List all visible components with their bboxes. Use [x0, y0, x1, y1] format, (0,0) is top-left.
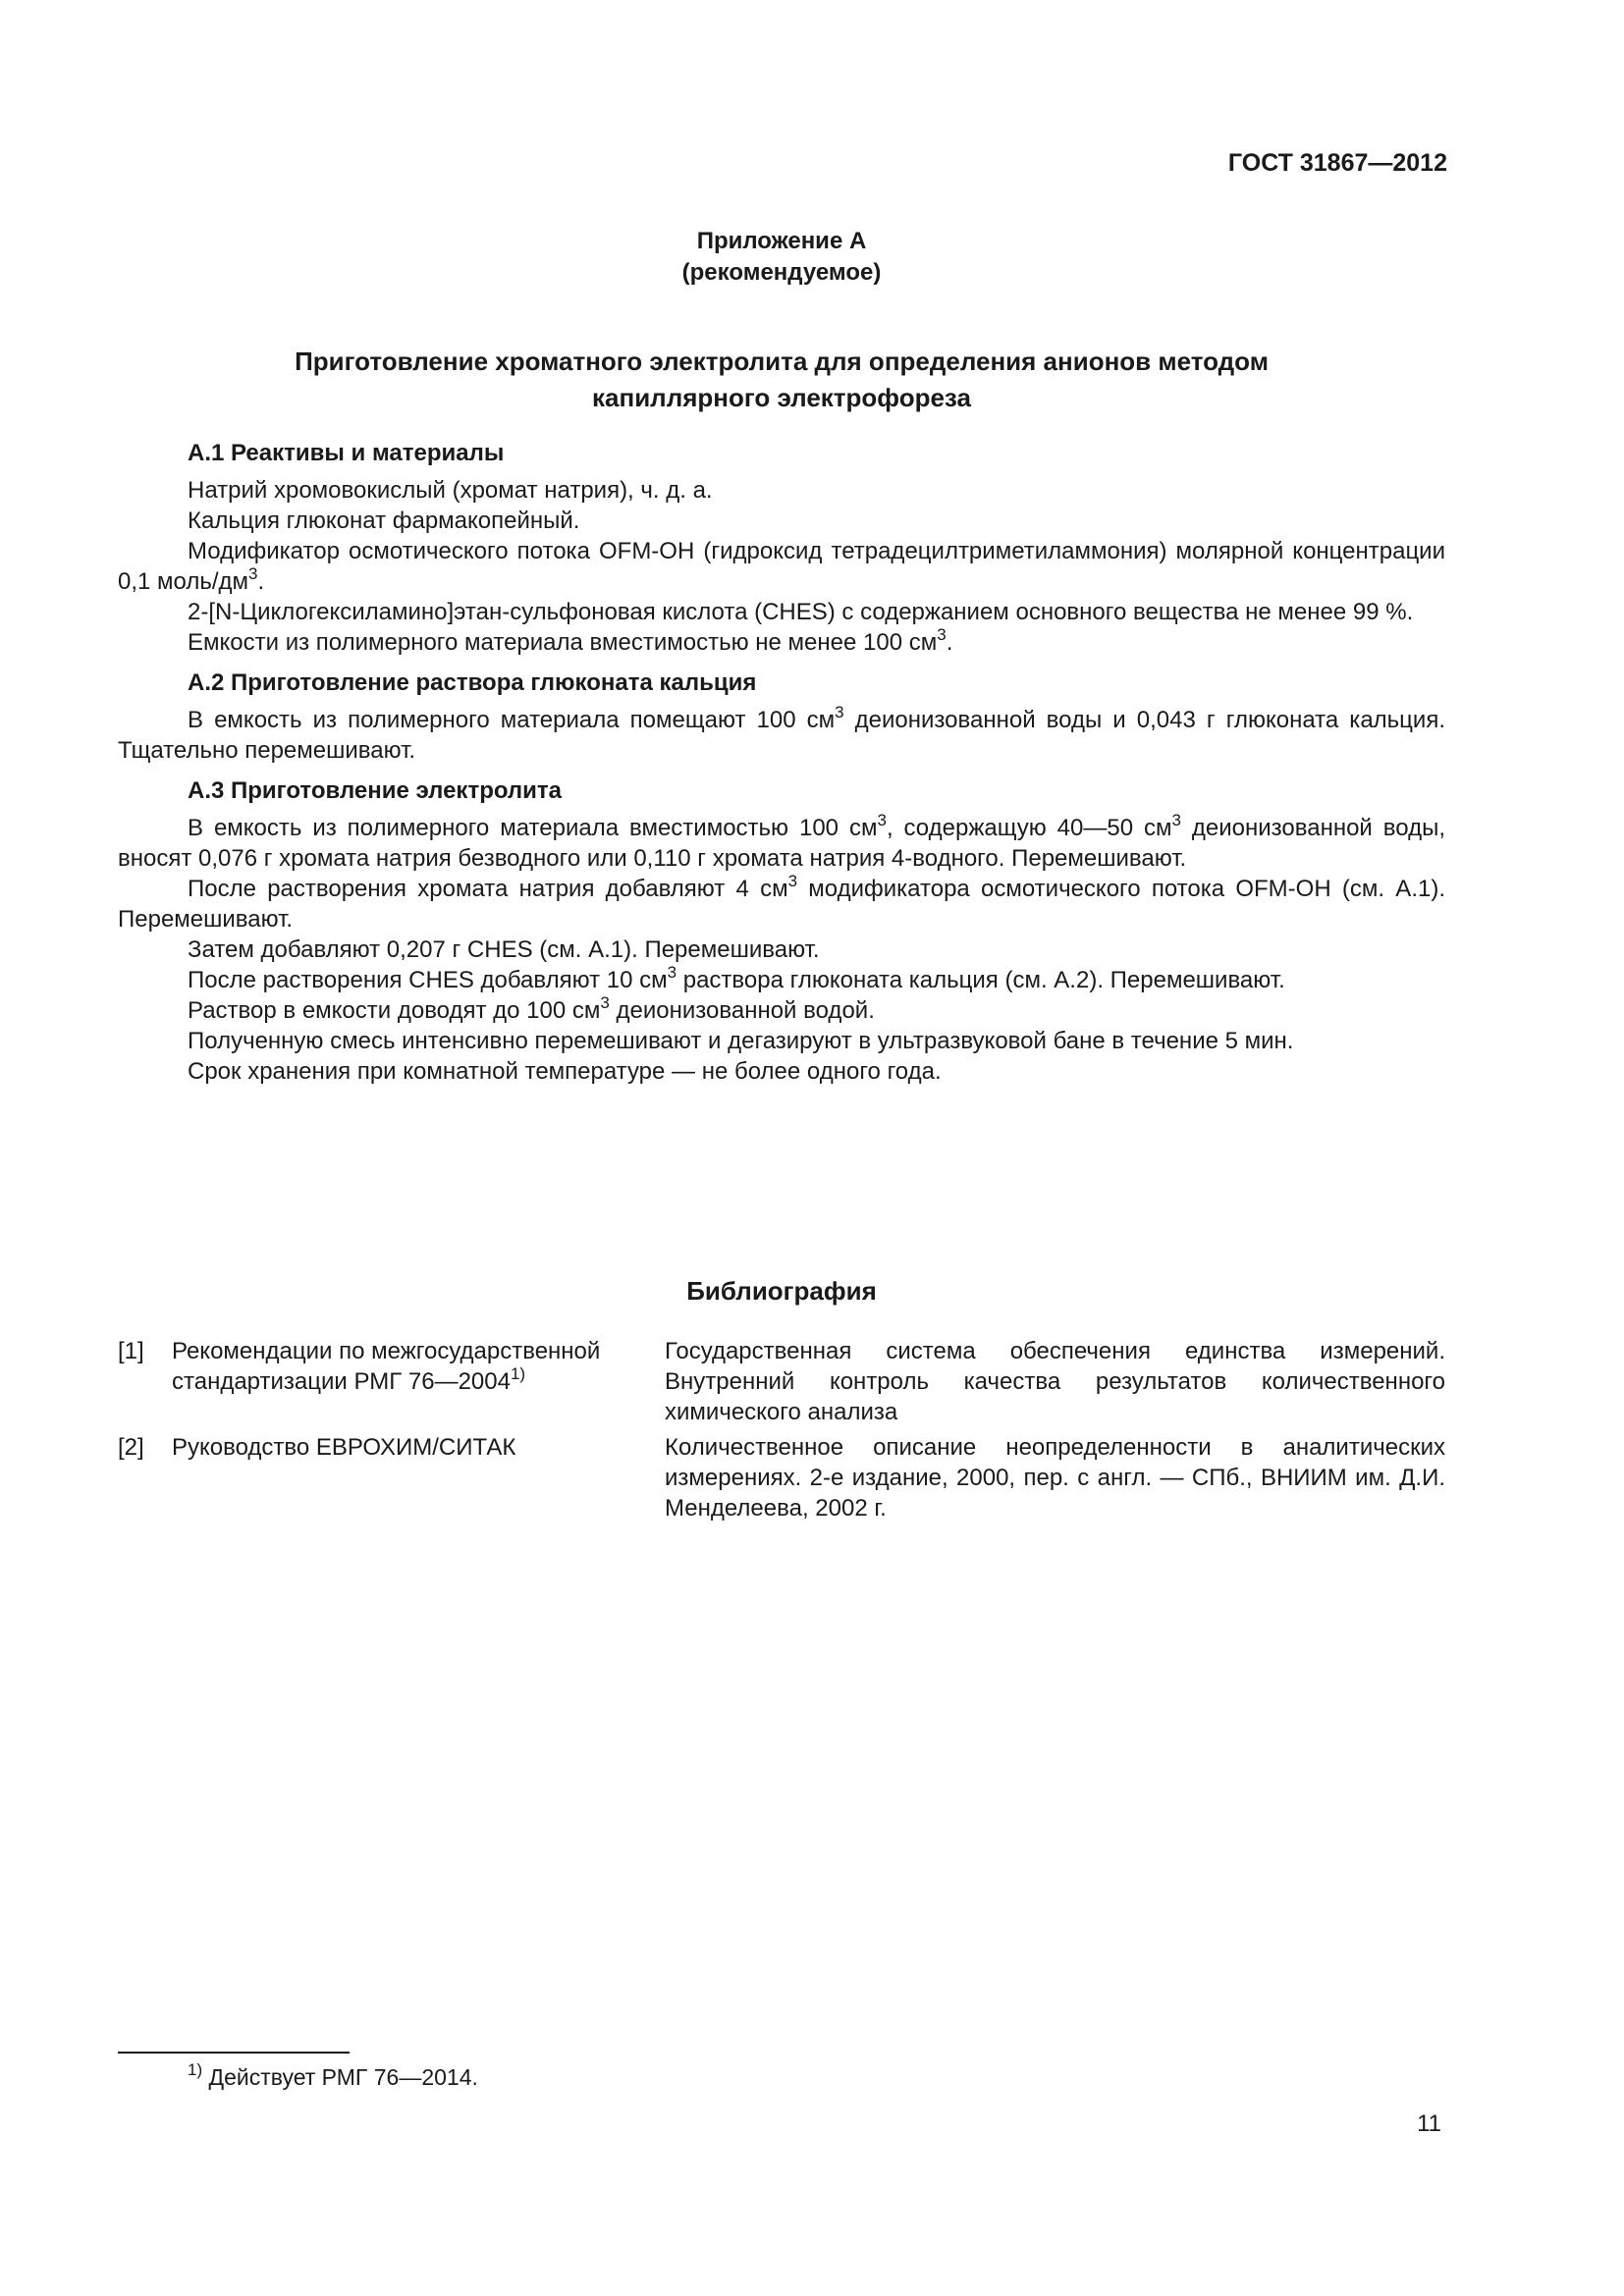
section-a1-body — [118, 475, 1445, 658]
text: Рекомендации по межгосударственной стандартизации РМГ 76—2004 — [172, 1338, 601, 1395]
text: деионизованной воды, вносят 0,076 г хромата натрия безводного или 0,110 г хромата натрия 4-водного. Перемешивают. — [118, 815, 1445, 872]
text: модификатора осмотического потока OFM-OH (см. А.1). Перемешивают. — [118, 876, 1445, 933]
page-number: 11 — [1417, 2110, 1441, 2137]
text: После растворения CHES добавляют 10 см — [188, 967, 668, 993]
bibliography-source: Руководство ЕВРОХИМ/СИТАК — [172, 1434, 516, 1461]
bibliography-entry — [118, 1432, 1445, 1523]
bibliography-description: Государственная система обеспечения единства измерений. Внутренний контроль качества результатов количественного химического анализа — [665, 1338, 1445, 1425]
superscript: 3 — [787, 872, 798, 890]
footnote-reference: 1) — [510, 1364, 526, 1383]
superscript: 3 — [1171, 811, 1181, 829]
bibliography-number: [2] — [118, 1434, 144, 1461]
standard-header: ГОСТ 31867—2012 — [1227, 149, 1447, 177]
annex-title: Приложение А — [696, 228, 867, 254]
section-a1-heading: А.1 Реактивы и материалы — [188, 440, 505, 466]
bibliography-description: Количественное описание неопределенности в аналитических измерениях. 2-е издание, 2000, пер. с англ. — СПб., ВНИИМ им. Д.И. Менделеева, 2002 г. — [665, 1434, 1445, 1522]
text: Емкости из полимерного материала вместимостью не менее 100 см — [188, 629, 938, 656]
bibliography-number: [1] — [118, 1338, 144, 1364]
section-a3-heading: А.3 Приготовление электролита — [188, 777, 563, 804]
document-title-line-1: Приготовление хроматного электролита для определения анионов методом — [295, 347, 1269, 376]
paragraph: Полученную смесь интенсивно перемешивают и дегазируют в ультразвуковой бане в течение 5 мин. — [188, 1028, 1294, 1054]
paragraph: 2-[N-Циклогексиламино]этан-сульфоновая кислота (CHES) с содержанием основного вещества не менее 99 %. — [188, 599, 1414, 625]
document-title-line-2: капиллярного электрофореза — [592, 383, 971, 412]
superscript: 3 — [877, 811, 887, 829]
superscript: 3 — [667, 963, 677, 982]
paragraph — [118, 874, 1445, 934]
annex-heading — [118, 226, 1445, 289]
text: В емкость из полимерного материала помещают 100 см — [188, 707, 836, 733]
footnote-mark: 1) — [188, 2060, 203, 2080]
superscript: 3 — [937, 625, 947, 644]
text: После растворения хромата натрия добавляют 4 см — [188, 876, 788, 902]
section-a3-body — [118, 813, 1445, 1087]
text: раствора глюконата кальция (см. А.2). Перемешивают. — [677, 967, 1285, 993]
paragraph: Срок хранения при комнатной температуре — не более одного года. — [188, 1058, 942, 1085]
text: , содержащую 40—50 см — [886, 815, 1172, 841]
text: . — [946, 629, 953, 656]
bibliography-source — [172, 1336, 665, 1427]
paragraph — [118, 813, 1445, 874]
paragraph: Натрий хромовокислый (хромат натрия), ч. д. а. — [188, 477, 713, 504]
text: . — [257, 568, 265, 595]
footnote-separator — [118, 2052, 350, 2054]
paragraph: Кальция глюконат фармакопейный. — [188, 507, 580, 534]
footnote-text: Действует РМГ 76—2014. — [202, 2064, 478, 2090]
text: В емкость из полимерного материала вместимостью 100 см — [188, 815, 878, 841]
text: деионизованной водой. — [609, 997, 875, 1024]
paragraph — [118, 995, 1445, 1026]
bibliography-list — [118, 1336, 1445, 1523]
paragraph — [118, 965, 1445, 995]
superscript: 3 — [600, 993, 610, 1012]
document-title — [118, 344, 1445, 416]
footnote — [188, 2060, 478, 2091]
bibliography-title: Библиография — [686, 1276, 877, 1306]
paragraph — [118, 705, 1445, 766]
paragraph — [118, 536, 1445, 597]
page-content — [118, 226, 1445, 1528]
section-a2-body — [118, 705, 1445, 766]
superscript: 3 — [835, 703, 844, 721]
text: деионизованной воды и 0,043 г глюконата кальция. Тщательно перемешивают. — [118, 707, 1446, 764]
annex-subtitle: (рекомендуемое) — [681, 259, 882, 286]
superscript: 3 — [248, 564, 258, 583]
bibliography-entry — [118, 1336, 1445, 1427]
paragraph: Затем добавляют 0,207 г CHES (см. А.1). Перемешивают. — [188, 936, 820, 963]
text: Модификатор осмотического потока OFM-OH (гидроксид тетрадецилтриметиламмония) молярной концентрации 0,1 моль/дм — [118, 538, 1445, 595]
section-a2-heading: А.2 Приготовление раствора глюконата кальция — [188, 669, 757, 696]
paragraph — [118, 627, 1445, 658]
text: Раствор в емкости доводят до 100 см — [188, 997, 601, 1024]
